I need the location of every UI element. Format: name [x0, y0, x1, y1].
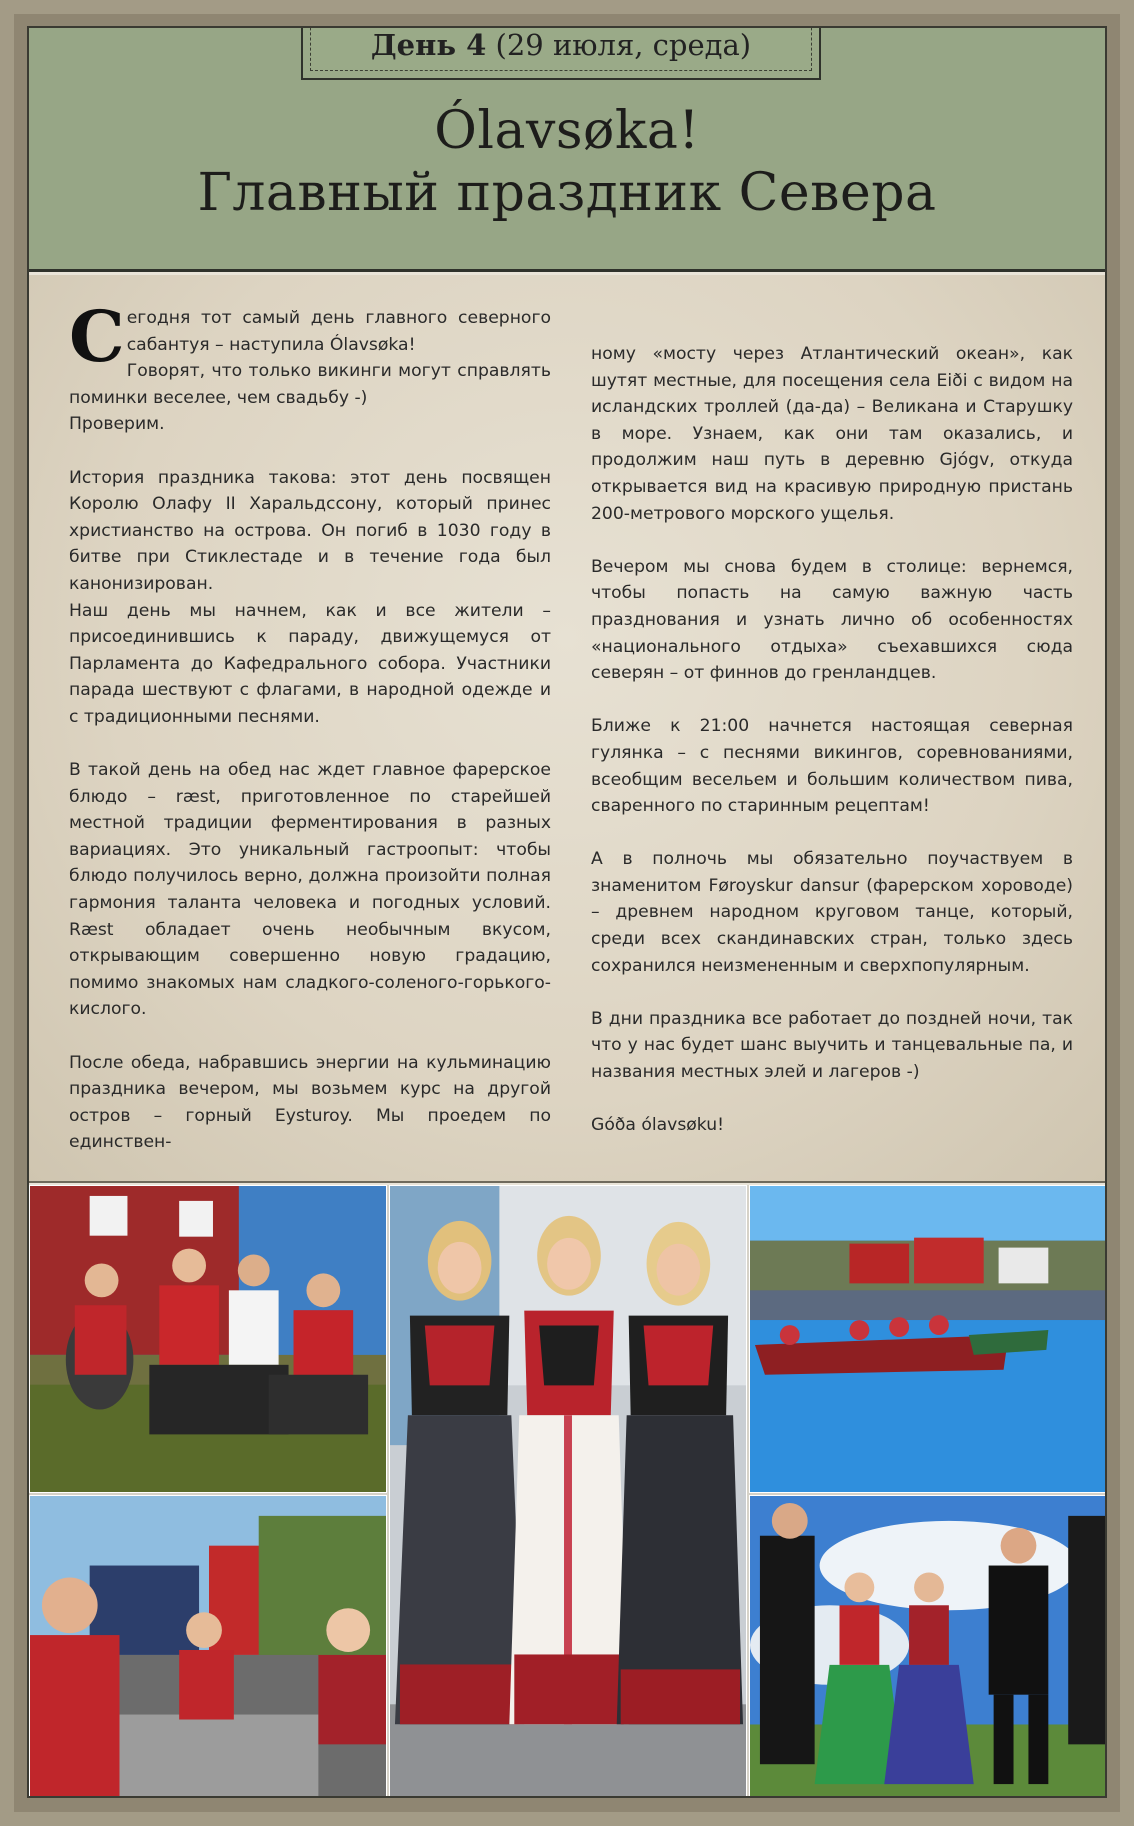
chain-dance-photo: [749, 1495, 1107, 1798]
paragraph: ному «мосту через Атлантический океан», как шутят местные, для посещения села Eiði с видом на исландских троллей (да-да) – Великана и Старушку в море. Узнаем, как они там оказались, и продолжим наш путь в деревню Gjógv, откуда открывается вид на красивую природную пристань 200-метрового морского ущелья.: [591, 344, 1073, 524]
rowing-race-photo: [749, 1185, 1107, 1493]
article-column-left: [69, 295, 551, 1183]
paragraph: Наш день мы начнем, как и все жители – присоединившись к параду, движущемуся от Парламента до Кафедрального собора. Участники парада шествуют с флагами, в народной одежде и с традиционными песнями.: [69, 600, 551, 727]
paragraph: Ближе к 21:00 начнется настоящая северная гулянка – с песнями викингов, соревнованиями, всеобщим весельем и большим количеством пива, сваренного по старинным рецептам!: [591, 716, 1073, 817]
paragraph: В дни праздника все работает до поздней ночи, так что у нас будет шанс выучить и танцевальные па, и названия местных элей и лагеров -): [591, 1008, 1073, 1083]
page-title: [29, 100, 1105, 224]
toast-photo: [29, 1495, 387, 1798]
paragraph: После обеда, набравшись энергии на кульминацию праздника вечером, мы возьмем курс на другой остров – горный Eysturoy. Мы проедем по единствен-: [69, 1052, 551, 1153]
paragraph: Проверим.: [69, 414, 165, 435]
photo-gallery: [29, 1185, 1105, 1798]
paragraph: История праздника такова: этот день посвящен Королю Олафу II Харальдссону, который принес христианство на острова. Он погиб в 1030 году в битве при Стиклестаде и в течение года был канонизирован.: [69, 467, 551, 594]
paragraph: егодня тот самый день главного северного сабантуя – наступила Ólavsøka!: [126, 308, 551, 355]
title-line-1: Ólavsøka!: [434, 101, 700, 161]
day-tag: [301, 26, 821, 80]
title-line-2: Главный праздник Севера: [197, 163, 937, 223]
dropcap: С: [69, 295, 125, 378]
three-women-photo: [389, 1185, 747, 1798]
article-body: [29, 275, 1105, 1183]
page: [27, 26, 1107, 1798]
paragraph: В такой день на обед нас ждет главное фарерское блюдо – ræst, приготовленное по старейшей местной традиции ферментирования в разных вариациях. Это уникальный гастроопыт: чтобы блюдо получилось верно, должна произойти полная гармония таланта человека и погодных условий. Ræst обладает очень необычным вкусом, открывающим совершенно новую градацию, помимо знакомых нам сладкого-соленого-горького-кислого.: [69, 760, 551, 1020]
men-in-costumes-photo: [29, 1185, 387, 1493]
paragraph: Говорят, что только викинги могут справлять поминки веселее, чем свадьбу -): [69, 361, 551, 408]
paragraph: Góða ólavsøku!: [591, 1115, 725, 1136]
paragraph: А в полночь мы обязательно поучаствуем в знаменитом Føroyskur dansur (фарерском хороводе) – древнем народном круговом танце, который, среди всех скандинавских стран, только здесь сохранился неизмененным и сверхпопулярным.: [591, 849, 1073, 976]
paragraph: Вечером мы снова будем в столице: вернемся, чтобы попасть на самую важную часть празднования и узнать лично об особенностях «национального отдыха» съехавшихся сюда северян – от финнов до гренландцев.: [591, 556, 1073, 684]
day-date: (29 июля, среда): [495, 28, 752, 62]
day-label: День 4: [370, 28, 487, 62]
article-column-right: [591, 341, 1073, 1165]
